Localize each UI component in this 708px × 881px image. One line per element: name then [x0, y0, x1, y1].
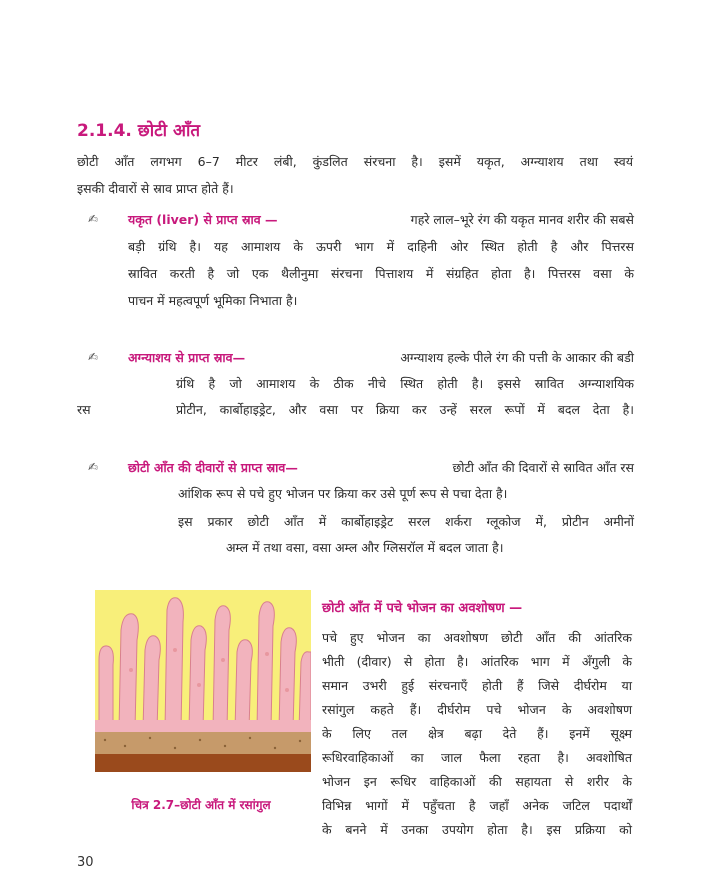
- absorption-line-4: रसांगुल कहते हैं। दीर्घरोम पचे भोजन के अवशोषण: [322, 702, 632, 717]
- wall-line-3: इस प्रकार छोटी आँत में कार्बोहाइड्रेट सरल शर्करा ग्लूकोज में, प्रोटीन अमीनों: [178, 514, 634, 529]
- liver-line-2: बड़ी ग्रंथि है। यह आमाशय के ऊपरी भाग में दाहिनी ओर स्थित होती है और पित्तरस: [128, 239, 634, 254]
- pancreas-line-2: ग्रंथि है जो आमाशय के ठीक नीचे स्थित होती है। इससे स्रावित अग्न्याशयिक: [176, 376, 634, 391]
- absorption-line-2: भीती (दीवार) से होता है। आंतरिक भाग में अँगुली के: [322, 654, 632, 669]
- pancreas-line-3: प्रोटीन, कार्बोहाइड्रेट, और वसा पर क्रिया कर उन्हें सरल रूपों में बदल देता है।: [176, 402, 634, 417]
- pancreas-margin-word: रस: [77, 402, 91, 417]
- absorption-line-1: पचे हुए भोजन का अवशोषण छोटी आँत की आंतरिक: [322, 630, 632, 645]
- section-heading: 2.1.4. छोटी आँत: [77, 121, 201, 141]
- villi-figure: [95, 590, 311, 772]
- figure-caption: चित्र 2.7–छोटी आँत में रसांगुल: [131, 798, 271, 812]
- pancreas-title: अग्न्याशय से प्राप्त स्राव—: [128, 350, 246, 365]
- wall-line-1: [128, 454, 634, 482]
- wall-line-4: अम्ल में तथा वसा, वसा अम्ल और ग्लिसरॉल में बदल जाता है।: [226, 540, 504, 555]
- liver-line-1: [128, 206, 634, 234]
- liver-line-3: स्रावित करती है जो एक थैलीनुमा संरचना पित्ताशय में संग्रहित होता है। पित्तरस वसा के: [128, 266, 634, 281]
- absorption-line-7: भोजन इन रूधिर वाहिकाओं की सहायता से शरीर के: [322, 774, 632, 789]
- villi-illustration: [95, 590, 311, 772]
- pen-icon: ✍: [88, 350, 99, 364]
- absorption-line-3: समान उभरी हुई संरचनाएँ होती हैं जिसे दीर्घरोम या: [322, 678, 632, 693]
- liver-title: यकृत (liver) से प्राप्त स्राव —: [128, 212, 278, 227]
- pen-icon: ✍: [88, 460, 99, 474]
- absorption-line-8: विभिन्न भागों में पहुँचता है जहाँ अनेक जटिल पदार्थों: [322, 798, 632, 813]
- wall-title: छोटी आँत की दीवारों से प्राप्त स्राव—: [128, 460, 298, 475]
- absorption-line-5: के लिए तल क्षेत्र बढ़ा देते हैं। इनमें सूक्ष्म: [322, 726, 632, 741]
- pancreas-text-1: अग्न्याशय हल्के पीले रंग की पत्ती के आकार की बडी: [400, 350, 634, 365]
- absorption-line-6: रूधिरवाहिकाओं का जाल फैला रहता है। अवशोषित: [322, 750, 632, 765]
- intro-line-2: इसकी दीवारों से स्राव प्राप्त होते हैं।: [77, 181, 234, 196]
- liver-line-4: पाचन में महत्वपूर्ण भूमिका निभाता है।: [128, 293, 298, 308]
- absorption-heading: छोटी आँत में पचे भोजन का अवशोषण —: [322, 601, 523, 616]
- liver-text-1: गहरे लाल–भूरे रंग की यकृत मानव शरीर की सबसे: [410, 212, 634, 227]
- absorption-line-9: के बनने में उनका उपयोग होता है। इस प्रक्रिया को: [322, 822, 632, 837]
- pen-icon: ✍: [88, 212, 99, 226]
- wall-text-1: छोटी आँत की दिवारों से स्रावित आँत रस: [452, 460, 634, 475]
- page-number: 30: [77, 855, 94, 870]
- intro-line-1: छोटी आँत लगभग 6–7 मीटर लंबी, कुंडलित संरचना है। इसमें यकृत, अग्न्याशय तथा स्वयं: [77, 154, 633, 169]
- wall-line-2: आंशिक रूप से पचे हुए भोजन पर क्रिया कर उसे पूर्ण रूप से पचा देता है।: [178, 486, 508, 501]
- pancreas-line-1: [128, 344, 634, 372]
